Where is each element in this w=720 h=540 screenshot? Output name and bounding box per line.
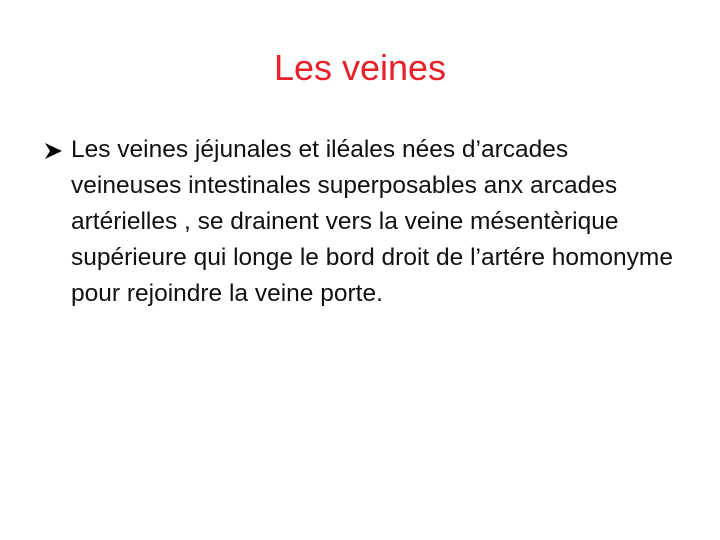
- bullet-item: [44, 132, 684, 312]
- bullet-text: Les veines jéjunales et iléales nées d’arcades veineuses intestinales superposables anx arcades artérielles , se drainent vers la veine mésentèrique supérieure qui longe le bord droit de l’artére homonyme pour rejoindre la veine porte.: [71, 136, 673, 307]
- slide-title: Les veines: [273, 47, 447, 88]
- arrowhead-bullet-icon: [44, 132, 66, 168]
- bullet-list: [44, 132, 684, 312]
